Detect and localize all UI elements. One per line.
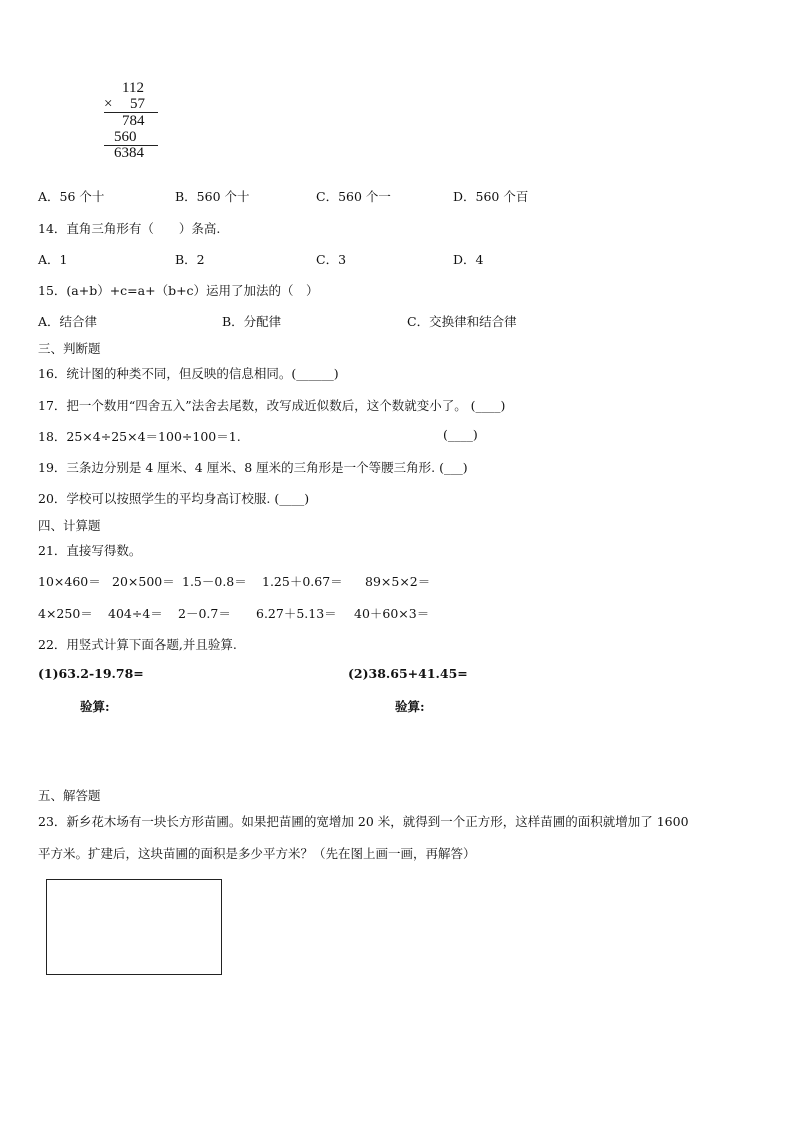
q14-stem: 14．直角三角形有（ ）条高.	[38, 221, 221, 236]
partial-product-1: 784	[122, 113, 145, 129]
q21-item: 4×250＝	[38, 606, 93, 621]
q21-item: 89×5×2＝	[365, 574, 431, 589]
q16-text: 16．统计图的种类不同，但反映的信息相同。(______)	[38, 366, 339, 381]
q13-option-c: C．560 个一	[316, 189, 391, 204]
section-heading-3: 三、判断题	[38, 341, 101, 356]
partial-product-2: 560	[114, 129, 137, 145]
q15-stem: 15．(a+b）+c=a+（b+c）运用了加法的（ ）	[38, 283, 319, 298]
section-heading-5: 五、解答题	[38, 788, 101, 803]
q15-option-c: C．交换律和结合律	[407, 314, 517, 329]
q21-item: 404÷4＝	[108, 606, 163, 621]
q13-option-d: D．560 个百	[453, 189, 529, 204]
q21-item: 1.25＋0.67＝	[262, 574, 343, 589]
q22-problem-2: (2)38.65+41.45=	[348, 666, 468, 681]
q18-text: 18．25×4÷25×4＝100÷100＝1.	[38, 429, 241, 444]
q13-option-a: A．56 个十	[38, 189, 105, 204]
q22-problem-1: (1)63.2-19.78=	[38, 666, 144, 681]
multiplier: 57	[130, 96, 145, 112]
q22-stem: 22．用竖式计算下面各题,并且验算.	[38, 637, 237, 652]
q13-option-b: B．560 个十	[175, 189, 250, 204]
section-heading-4: 四、计算题	[38, 518, 101, 533]
q18-blank: (____)	[443, 427, 478, 442]
q17-text: 17．把一个数用“四舍五入”法舍去尾数，改写成近似数后，这个数就变小了。 (____)	[38, 398, 506, 413]
q15-option-b: B．分配律	[222, 314, 282, 329]
q14-option-b: B．2	[175, 252, 205, 267]
product-result: 6384	[114, 145, 144, 161]
q23-line-1: 23．新乡花木场有一块长方形苗圃。如果把苗圃的宽增加 20 米，就得到一个正方形，这样苗圃的面积就增加了 1600	[38, 814, 689, 829]
q20-text: 20．学校可以按照学生的平均身高订校服. (____)	[38, 491, 310, 506]
q21-item: 40＋60×3＝	[354, 606, 430, 621]
q14-option-a: A．1	[38, 252, 68, 267]
q21-item: 2－0.7＝	[178, 606, 231, 621]
q22-check-2: 验算:	[395, 699, 425, 714]
nursery-rectangle-figure	[46, 879, 222, 975]
q14-option-d: D．4	[453, 252, 484, 267]
q15-option-a: A．结合律	[38, 314, 98, 329]
q19-text: 19．三条边分别是 4 厘米、4 厘米、8 厘米的三角形是一个等腰三角形. (___)	[38, 460, 468, 475]
multiplicand: 112	[122, 80, 144, 96]
q21-item: 10×460＝	[38, 574, 101, 589]
q21-item: 20×500＝	[112, 574, 175, 589]
q23-line-2: 平方米。扩建后，这块苗圃的面积是多少平方米？（先在图上画一画，再解答）	[38, 846, 476, 861]
q22-check-1: 验算:	[80, 699, 110, 714]
q21-item: 6.27＋5.13＝	[256, 606, 337, 621]
multiply-sign: ×	[104, 96, 113, 112]
q14-option-c: C．3	[316, 252, 347, 267]
q21-stem: 21．直接写得数。	[38, 543, 142, 558]
q21-item: 1.5－0.8＝	[182, 574, 247, 589]
